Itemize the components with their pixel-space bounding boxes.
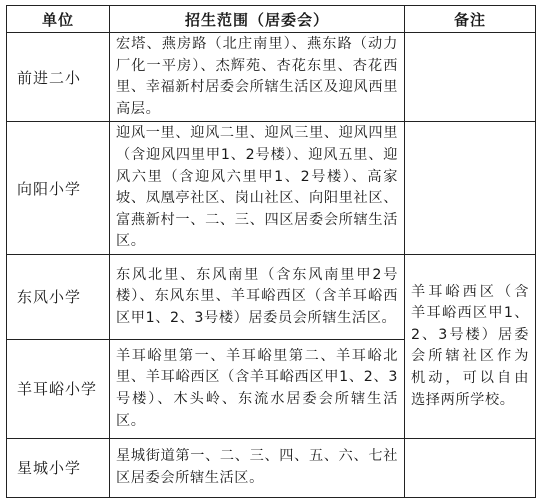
note-cell-empty	[405, 438, 536, 497]
table-row	[7, 122, 536, 255]
table-row	[7, 33, 536, 122]
unit-cell: 星城小学	[7, 438, 110, 497]
range-cell: 迎风一里、迎风二里、迎风三里、迎风四里（含迎风四里甲1、2号楼）、迎风五里、迎风六里（含迎风六里甲1、2号楼）、高家坡、凤凰亭社区、岗山社区、向阳里社区、富燕新村一、二、三、四区居委会所辖生活区。	[110, 122, 405, 255]
range-cell: 星城街道第一、二、三、四、五、六、七社区居委会所辖生活区。	[110, 438, 405, 497]
header-note: 备注	[405, 6, 536, 33]
enrollment-table	[6, 5, 536, 498]
range-cell: 羊耳峪里第一、羊耳峪里第二、羊耳峪北里、羊耳峪西区（含羊耳峪西区甲1、2、3号楼）、木头岭、东流水居委会所辖生活区。	[110, 339, 405, 438]
unit-cell: 东风小学	[7, 254, 110, 339]
note-cell-empty	[405, 122, 536, 255]
table-row	[7, 438, 536, 497]
range-cell: 宏塔、燕房路（北庄南里）、燕东路（动力厂化一平房）、杰辉苑、杏花东里、杏花西里、幸福新村居委会所辖生活区及迎风西里高层。	[110, 33, 405, 122]
header-row	[7, 6, 536, 33]
note-cell-empty	[405, 33, 536, 122]
note-cell-shared: 羊耳峪西区（含羊耳峪西区甲1、2、3号楼）居委会所辖社区作为机动，可以自由选择两所学校。	[405, 254, 536, 438]
range-cell: 东风北里、东风南里（含东风南里甲2号楼）、东风东里、羊耳峪西区（含羊耳峪西区甲1、2、3号楼）居委员会所辖生活区。	[110, 254, 405, 339]
unit-cell: 前进二小	[7, 33, 110, 122]
table-row	[7, 254, 536, 339]
unit-cell: 向阳小学	[7, 122, 110, 255]
unit-cell: 羊耳峪小学	[7, 339, 110, 438]
header-range: 招生范围（居委会）	[110, 6, 405, 33]
header-unit: 单位	[7, 6, 110, 33]
